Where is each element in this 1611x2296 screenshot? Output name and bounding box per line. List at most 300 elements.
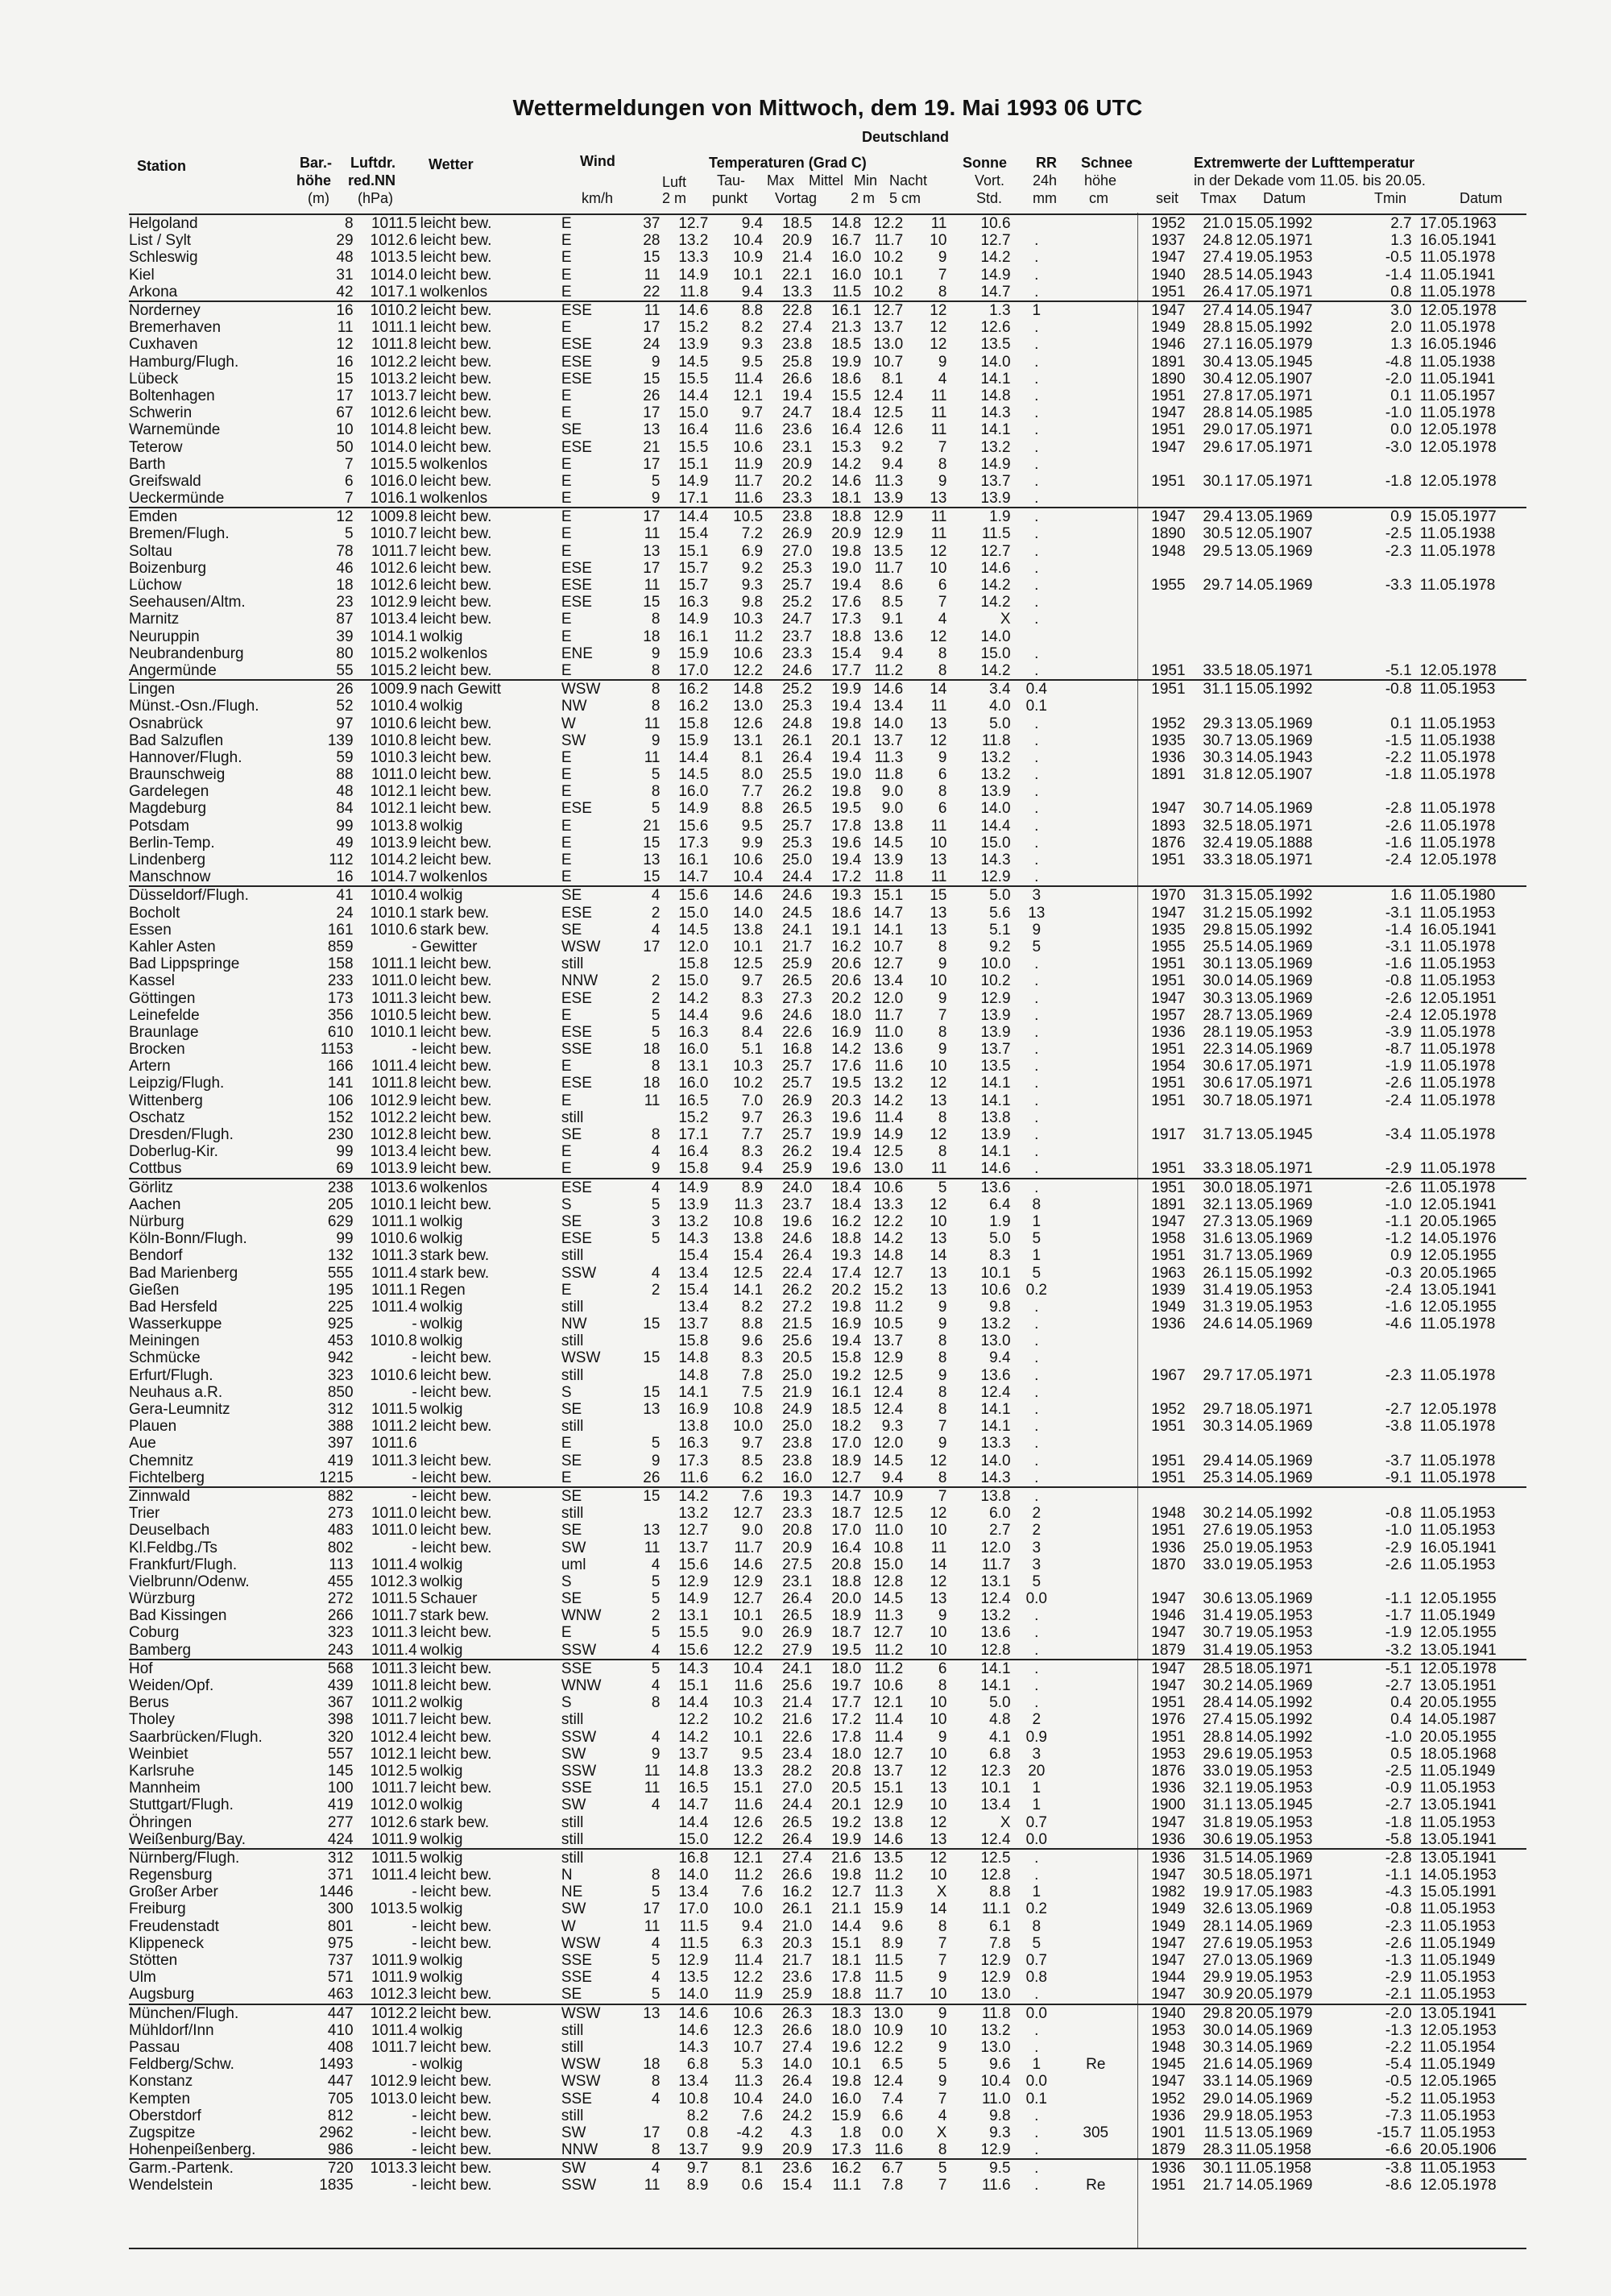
- tmin-2m-cell: 11.4: [874, 1711, 904, 1729]
- snow-depth-cell: [1059, 1109, 1132, 1126]
- record-tmax-date-cell: 13.05.1945: [1236, 353, 1313, 371]
- record-tmin-date-cell: 18.05.1968: [1419, 1745, 1497, 1763]
- elevation-cell: 12: [311, 508, 357, 525]
- record-tmin-date-cell: 12.05.1978: [1420, 301, 1526, 319]
- sunshine-cell: 12.9: [980, 2141, 1011, 2159]
- tmean-prev-cell: 19.9: [831, 1830, 862, 1848]
- air-temp-cell: 15.9: [678, 644, 709, 662]
- pressure-cell: 1014.0: [370, 438, 417, 456]
- weather-cell: wolkig: [420, 1298, 463, 1316]
- weather-cell: wolkig: [420, 1332, 463, 1350]
- tmax-prev-cell: 27.0: [782, 542, 813, 560]
- tmin-2m-cell: 6.7: [864, 2159, 906, 2177]
- tmin-2m-cell: 12.9: [873, 1349, 904, 1367]
- tmean-prev-cell: 17.4: [831, 1264, 862, 1282]
- tmin-2m-cell: 14.5: [873, 1590, 904, 1608]
- rain-24h-cell: .: [1034, 1641, 1039, 1659]
- record-since-cell: 1952: [1151, 1401, 1186, 1419]
- record-tmax-date-cell: 14.05.1992: [1236, 1694, 1313, 1712]
- tmin-2m-cell: 12.7: [864, 301, 906, 319]
- station-cell: Lübeck: [129, 370, 179, 388]
- table-row: [129, 886, 1526, 904]
- snow-depth-cell: [1059, 972, 1132, 989]
- elevation-cell: 67: [336, 404, 354, 422]
- tmin-2m-cell: 12.0: [873, 1435, 904, 1453]
- record-tmax-cell: [1189, 1143, 1236, 1160]
- record-tmin-date-cell: 12.05.1978: [1419, 2177, 1497, 2194]
- wind-speed-cell: 15: [618, 1487, 664, 1505]
- record-since-cell: 1947: [1151, 989, 1186, 1007]
- table-row: [129, 645, 1526, 662]
- snow-depth-cell: [1059, 2039, 1132, 2056]
- tmean-prev-cell: 19.0: [831, 559, 862, 577]
- wind-dir-cell: still: [561, 2021, 584, 2039]
- tmin-2m-cell: 14.9: [873, 1126, 904, 1144]
- record-since-cell: 1890: [1151, 525, 1186, 543]
- table-row: [129, 749, 1526, 766]
- wind-dir-cell: S: [561, 1383, 572, 1401]
- station-cell: Warnemünde: [129, 421, 221, 439]
- dewpoint-cell: 6.9: [741, 542, 764, 560]
- record-tmax-date-cell: 19.05.1953: [1236, 249, 1313, 267]
- station-cell: Angermünde: [129, 661, 217, 679]
- dewpoint-cell: 11.2: [734, 1867, 764, 1884]
- tmin-2m-cell: 14.6: [873, 1830, 904, 1848]
- weather-cell: stark bew.: [420, 1607, 490, 1625]
- table-row: [129, 1539, 1526, 1556]
- record-tmax-cell: 33.1: [1203, 2073, 1233, 2091]
- rain-24h-cell: .: [1034, 336, 1039, 354]
- record-tmax-date-cell: 19.05.1953: [1236, 1641, 1313, 1659]
- wind-speed-cell: 8: [651, 1694, 661, 1712]
- rain-24h-cell: .: [1034, 1435, 1039, 1453]
- record-tmin-date-cell: 11.05.1978: [1419, 319, 1496, 337]
- weather-cell: wolkenlos: [420, 490, 488, 508]
- snow-depth-cell: [1059, 732, 1132, 749]
- tmin-5cm-cell: 7: [938, 2177, 947, 2194]
- wind-speed-cell: 17: [643, 455, 661, 473]
- air-temp-cell: 13.7: [678, 1316, 709, 1333]
- record-tmax-date-cell: [1236, 1573, 1354, 1590]
- record-tmin-date-cell: 20.05.1955: [1419, 1728, 1497, 1746]
- tmin-2m-cell: 8.9: [881, 1934, 904, 1952]
- weather-cell: leicht bew.: [420, 542, 492, 560]
- tmax-prev-cell: 24.8: [782, 715, 813, 732]
- elevation-cell: 23: [336, 594, 354, 611]
- tmin-2m-cell: 12.0: [873, 989, 904, 1007]
- elevation-cell: 59: [336, 748, 354, 766]
- elevation-cell: 320: [327, 1728, 354, 1746]
- record-tmin-cell: -1.9: [1385, 1058, 1412, 1075]
- tmean-prev-cell: 20.8: [831, 1556, 862, 1573]
- table-row: [129, 1092, 1526, 1109]
- record-tmax-date-cell: 17.05.1971: [1236, 1075, 1313, 1092]
- station-cell: List / Sylt: [129, 232, 192, 250]
- air-temp-cell: 14.2: [663, 1487, 711, 1505]
- col-air-header-1: Luft: [662, 174, 687, 190]
- weather-cell: leicht bew.: [420, 577, 492, 595]
- tmax-prev-cell: 24.4: [782, 868, 813, 886]
- table-row: [129, 1918, 1526, 1935]
- tmin-5cm-cell: 13: [930, 852, 947, 869]
- wind-dir-cell: SE: [561, 1452, 582, 1469]
- wind-speed-cell: 17: [643, 1900, 661, 1918]
- pressure-cell: 1011.2: [371, 1694, 417, 1712]
- tmax-prev-cell: 26.6: [782, 2021, 813, 2039]
- tmin-5cm-cell: 8: [938, 1917, 947, 1935]
- wind-dir-cell: WSW: [561, 2004, 618, 2022]
- wind-dir-cell: SW: [561, 1539, 586, 1556]
- pressure-cell: 1011.0: [371, 972, 417, 990]
- rain-24h-cell: 1: [1032, 1797, 1042, 1814]
- wind-dir-cell: E: [561, 1624, 572, 1642]
- record-tmax-cell: 30.6: [1203, 1058, 1233, 1075]
- tmin-5cm-cell: 5: [906, 2159, 950, 2177]
- record-tmax-cell: 30.6: [1203, 1075, 1233, 1092]
- pressure-cell: 1012.1: [370, 1745, 417, 1763]
- air-temp-cell: 14.9: [678, 266, 709, 284]
- dewpoint-cell: 11.9: [734, 1986, 764, 2004]
- tmean-prev-cell: 18.8: [831, 628, 862, 645]
- rain-24h-cell: .: [1034, 989, 1039, 1007]
- sunshine-cell: 13.0: [980, 2038, 1011, 2056]
- dewpoint-cell: 10.6: [733, 438, 764, 456]
- sunshine-cell: 13.9: [980, 490, 1011, 508]
- tmin-5cm-cell: 10: [930, 1797, 947, 1814]
- record-tmax-date-cell: 19.05.1953: [1236, 1607, 1313, 1625]
- tmin-2m-cell: 7.8: [881, 2177, 904, 2194]
- record-tmax-date-cell: 19.05.1953: [1236, 1969, 1313, 1987]
- record-tmin-cell: -2.6: [1385, 1075, 1412, 1092]
- record-tmax-date-cell: 14.05.1969: [1236, 2056, 1313, 2074]
- dewpoint-cell: 10.6: [711, 2004, 766, 2022]
- weather-cell: wolkig: [420, 1641, 463, 1659]
- dewpoint-cell: 9.4: [741, 1160, 764, 1178]
- table-row: [129, 1075, 1526, 1092]
- table-row: [129, 2039, 1526, 2056]
- tmin-2m-cell: 12.9: [864, 508, 906, 525]
- wind-speed-cell: [618, 1332, 664, 1349]
- air-temp-cell: 16.0: [678, 1041, 709, 1059]
- record-tmax-cell: 22.3: [1203, 1041, 1233, 1059]
- station-cell: Stuttgart/Flugh.: [129, 1797, 234, 1814]
- tmin-5cm-cell: 10: [930, 559, 947, 577]
- pressure-cell: 1011.5: [357, 214, 420, 232]
- tmax-prev-cell: 24.7: [782, 611, 813, 628]
- tmax-prev-cell: 23.6: [766, 2159, 815, 2177]
- station-cell: Brocken: [129, 1041, 185, 1059]
- tmin-5cm-cell: 9: [938, 2073, 947, 2091]
- pressure-cell: 1011.9: [371, 1830, 417, 1848]
- dewpoint-cell: 9.2: [741, 559, 764, 577]
- record-since-cell: 1952: [1151, 2090, 1186, 2107]
- wind-dir-cell: SW: [561, 1745, 586, 1763]
- weather-cell: stark bew.: [420, 904, 490, 922]
- snow-depth-cell: [1059, 868, 1132, 886]
- elevation-cell: 158: [327, 955, 354, 973]
- tmin-2m-cell: 14.5: [873, 834, 904, 852]
- dewpoint-cell: 13.8: [733, 1230, 764, 1248]
- tmax-prev-cell: 26.2: [782, 783, 813, 801]
- table-row: [129, 404, 1526, 421]
- record-tmax-date-cell: 19.05.1953: [1236, 1762, 1313, 1780]
- record-tmin-cell: -0.8: [1385, 1505, 1412, 1523]
- rain-24h-cell: .: [1034, 353, 1039, 371]
- snow-depth-cell: [1059, 1316, 1132, 1332]
- air-temp-cell: 16.2: [663, 680, 711, 698]
- record-tmin-date-cell: 11.05.1953: [1419, 715, 1496, 732]
- record-tmax-date-cell: 13.05.1969: [1236, 1196, 1313, 1213]
- elevation-cell: 1446: [319, 1884, 354, 1901]
- dewpoint-cell: 9.0: [741, 1522, 764, 1540]
- table-row: [129, 2073, 1526, 2090]
- snow-depth-cell: [1059, 1196, 1132, 1213]
- record-tmin-cell: -1.5: [1385, 731, 1412, 749]
- pressure-cell: 1012.3: [370, 1573, 417, 1590]
- dewpoint-cell: 11.6: [734, 490, 764, 508]
- tmin-2m-cell: 10.1: [873, 266, 904, 284]
- record-tmin-cell: -1.9: [1385, 1624, 1412, 1642]
- elevation-cell: 31: [336, 266, 354, 284]
- record-tmax-date-cell: 12.05.1971: [1236, 232, 1313, 250]
- table-row: [129, 1349, 1526, 1366]
- record-since-cell: 1940: [1151, 266, 1186, 284]
- air-temp-cell: 14.1: [678, 1383, 709, 1401]
- tmin-5cm-cell: 7: [938, 1006, 947, 1024]
- record-tmax-date-cell: 20.05.1979: [1236, 2004, 1354, 2022]
- table-row: [129, 1126, 1526, 1143]
- pressure-cell: 1011.0: [371, 766, 417, 784]
- record-tmin-date-cell: 20.05.1965: [1419, 1264, 1497, 1282]
- tmin-5cm-cell: 7: [938, 594, 947, 611]
- tmin-5cm-cell: 13: [930, 1830, 947, 1848]
- snow-depth-cell: [1059, 1867, 1132, 1884]
- wind-dir-cell: SE: [561, 886, 618, 904]
- snow-depth-cell: [1059, 1573, 1132, 1590]
- tmax-prev-cell: 20.9: [782, 2141, 813, 2159]
- tmin-2m-cell: 13.7: [873, 1332, 904, 1350]
- tmean-prev-cell: 15.5: [831, 387, 862, 404]
- air-temp-cell: 14.0: [678, 1986, 709, 2004]
- elevation-cell: 152: [327, 1109, 354, 1126]
- rain-24h-cell: 0.4: [1014, 680, 1060, 698]
- record-tmax-date-cell: 11.05.1958: [1236, 2159, 1354, 2177]
- tmin-2m-cell: 12.9: [873, 1797, 904, 1814]
- sunshine-cell: 14.3: [980, 852, 1011, 869]
- record-tmax-date-cell: 17.05.1971: [1236, 472, 1313, 490]
- wind-dir-cell: E: [561, 852, 572, 869]
- record-tmin-date-cell: [1420, 628, 1526, 645]
- record-tmin-date-cell: 14.05.1987: [1419, 1711, 1497, 1729]
- tmin-5cm-cell: 14: [930, 1247, 947, 1265]
- tmin-2m-cell: 11.3: [874, 748, 904, 766]
- pressure-cell: -: [412, 1539, 417, 1556]
- record-since-cell: 1951: [1132, 680, 1188, 698]
- station-cell: Manschnow: [129, 868, 211, 886]
- tmin-5cm-cell: 12: [930, 1075, 947, 1092]
- sunshine-cell: 13.2: [980, 1316, 1011, 1333]
- sunshine-cell: 14.1: [980, 1143, 1011, 1161]
- wind-dir-cell: E: [561, 472, 572, 490]
- tmin-2m-cell: 12.5: [873, 1505, 904, 1523]
- tmean-prev-cell: 19.6: [831, 2038, 862, 2056]
- wind-speed-cell: 5: [651, 1435, 661, 1453]
- snow-depth-cell: [1059, 1590, 1132, 1607]
- record-tmax-cell: 30.3: [1203, 748, 1233, 766]
- weather-cell: wolkig: [420, 817, 463, 835]
- tmin-2m-cell: 12.4: [873, 2073, 904, 2091]
- elevation-cell: 46: [336, 559, 354, 577]
- tmin-2m-cell: 14.8: [873, 1247, 904, 1265]
- elevation-cell: 925: [327, 1316, 354, 1333]
- record-tmax-date-cell: 17.05.1971: [1236, 421, 1313, 439]
- rain-24h-cell: .: [1014, 1849, 1060, 1867]
- wind-dir-cell: E: [561, 834, 572, 852]
- record-tmax-cell: 26.4: [1203, 283, 1233, 300]
- col-night5cm-header: 5 cm: [889, 190, 921, 206]
- sunshine-cell: 6.4: [989, 1196, 1011, 1213]
- record-tmax-date-cell: 13.05.1969: [1236, 1900, 1313, 1918]
- record-tmin-cell: -2.0: [1354, 2004, 1419, 2022]
- tmin-5cm-cell: 11: [906, 214, 950, 232]
- weather-cell: leicht bew.: [420, 1196, 492, 1213]
- record-tmin-cell: 0.4: [1390, 1694, 1412, 1712]
- tmin-2m-cell: 8.1: [881, 370, 904, 388]
- record-tmax-cell: 30.5: [1203, 525, 1233, 543]
- tmax-prev-cell: 24.1: [782, 921, 813, 939]
- wind-dir-cell: E: [561, 319, 572, 337]
- pressure-cell: 1011.4: [371, 1867, 417, 1884]
- elevation-cell: 419: [327, 1452, 354, 1469]
- wind-speed-cell: [618, 1299, 664, 1316]
- rain-24h-cell: 0.0: [1014, 2004, 1060, 2022]
- wind-dir-cell: E: [561, 508, 618, 525]
- tmin-2m-cell: 12.7: [873, 1624, 904, 1642]
- rain-24h-cell: .: [1034, 783, 1039, 801]
- record-tmin-cell: -2.4: [1385, 1092, 1412, 1109]
- tmin-5cm-cell: 8: [938, 1332, 947, 1350]
- dewpoint-cell: 8.8: [711, 301, 766, 319]
- dewpoint-cell: 15.1: [733, 1780, 764, 1797]
- snow-depth-cell: [1059, 1367, 1132, 1384]
- wind-dir-cell: E: [561, 611, 572, 628]
- tmin-2m-cell: 15.0: [873, 1556, 904, 1573]
- station-cell: Öhringen: [129, 1813, 193, 1831]
- tmin-5cm-cell: 10: [930, 1058, 947, 1075]
- record-tmax-cell: 32.4: [1203, 834, 1233, 852]
- station-cell: Plauen: [129, 1418, 177, 1436]
- sunshine-cell: 11.0: [981, 2090, 1011, 2107]
- tmax-prev-cell: 26.4: [782, 1247, 813, 1265]
- tmin-2m-cell: 13.0: [864, 2004, 906, 2022]
- tmax-prev-cell: 23.3: [782, 490, 813, 508]
- record-tmax-cell: 30.3: [1203, 2038, 1233, 2056]
- wind-dir-cell: WSW: [561, 938, 601, 955]
- pressure-cell: 1011.0: [371, 1522, 417, 1540]
- record-tmin-cell: -1.2: [1385, 1230, 1412, 1248]
- wind-dir-cell: WSW: [561, 1934, 601, 1952]
- sunshine-cell: 12.7: [980, 542, 1011, 560]
- col-max-header: Max: [767, 172, 795, 189]
- tmin-5cm-cell: 8: [938, 661, 947, 679]
- tmax-prev-cell: 23.1: [782, 1573, 813, 1590]
- sunshine-cell: 14.2: [980, 249, 1011, 267]
- sunshine-cell: X: [1000, 1813, 1011, 1831]
- tmax-prev-cell: 25.5: [782, 766, 813, 784]
- rain-24h-cell: 8: [1032, 1917, 1042, 1935]
- record-since-cell: 1890: [1151, 370, 1186, 388]
- wind-dir-cell: SE: [561, 1522, 582, 1540]
- record-tmax-date-cell: 19.05.1953: [1236, 1298, 1313, 1316]
- snow-depth-cell: [1059, 1418, 1132, 1435]
- elevation-cell: 132: [327, 1247, 354, 1265]
- record-tmin-cell: -2.6: [1354, 1179, 1419, 1196]
- table-row: [129, 1884, 1526, 1900]
- tmax-prev-cell: 25.2: [782, 594, 813, 611]
- record-tmin-date-cell: 11.05.1953: [1419, 1780, 1496, 1797]
- snow-depth-cell: [1059, 1763, 1132, 1780]
- tmean-prev-cell: 19.4: [831, 577, 862, 595]
- snow-depth-cell: [1059, 371, 1132, 388]
- table-row: [129, 662, 1526, 680]
- tmin-5cm-cell: 8: [938, 783, 947, 801]
- tmin-5cm-cell: 7: [938, 266, 947, 284]
- tmin-5cm-cell: 5: [938, 2056, 947, 2074]
- record-tmin-cell: 0.4: [1390, 1711, 1412, 1729]
- station-cell: Marnitz: [129, 611, 180, 628]
- elevation-cell: 8: [311, 214, 357, 232]
- sunshine-cell: 13.0: [980, 1986, 1011, 2004]
- dewpoint-cell: 9.7: [741, 1109, 764, 1126]
- weather-cell: leicht bew.: [420, 404, 492, 422]
- pressure-cell: 1012.2: [357, 2004, 420, 2022]
- record-tmin-cell: 0.1: [1390, 715, 1412, 732]
- record-tmin-cell: -2.0: [1385, 370, 1412, 388]
- sunshine-cell: 13.9: [980, 1126, 1011, 1144]
- rain-24h-cell: 3: [1032, 1556, 1042, 1573]
- pressure-cell: 1012.9: [370, 1092, 417, 1109]
- tmean-prev-cell: 17.8: [831, 817, 862, 835]
- record-tmin-date-cell: 11.05.1978: [1419, 1023, 1496, 1041]
- air-temp-cell: 15.8: [678, 1160, 709, 1178]
- record-tmax-cell: 31.5: [1189, 1849, 1236, 1867]
- tmin-2m-cell: 12.5: [873, 404, 904, 422]
- record-tmax-date-cell: 14.05.1992: [1236, 1505, 1313, 1523]
- tmax-prev-cell: 21.0: [782, 1917, 813, 1935]
- elevation-cell: 1493: [319, 2056, 354, 2074]
- pressure-cell: 1011.5: [371, 1401, 417, 1419]
- record-tmin-cell: -5.2: [1385, 2090, 1412, 2107]
- snow-depth-cell: [1059, 421, 1132, 438]
- record-since-cell: [1132, 628, 1188, 645]
- tmin-2m-cell: 9.6: [881, 1917, 904, 1935]
- wind-dir-cell: E: [561, 628, 572, 645]
- rain-24h-cell: [1014, 214, 1060, 232]
- tmin-5cm-cell: X: [936, 2124, 947, 2141]
- weather-cell: wolkig: [420, 1230, 463, 1248]
- record-tmin-date-cell: [1420, 1143, 1526, 1160]
- record-tmax-date-cell: 14.05.1969: [1236, 2021, 1313, 2039]
- snow-depth-cell: [1059, 1058, 1132, 1075]
- record-tmax-date-cell: 13.05.1969: [1236, 542, 1313, 560]
- wind-dir-cell: ENE: [561, 644, 593, 662]
- elevation-cell: 942: [327, 1349, 354, 1367]
- dewpoint-cell: 8.9: [711, 1179, 766, 1196]
- record-tmax-date-cell: 15.05.1992: [1236, 1711, 1313, 1729]
- record-tmin-date-cell: 11.05.1978: [1419, 748, 1496, 766]
- dewpoint-cell: 11.6: [734, 1677, 764, 1695]
- record-tmin-date-cell: [1420, 1573, 1526, 1590]
